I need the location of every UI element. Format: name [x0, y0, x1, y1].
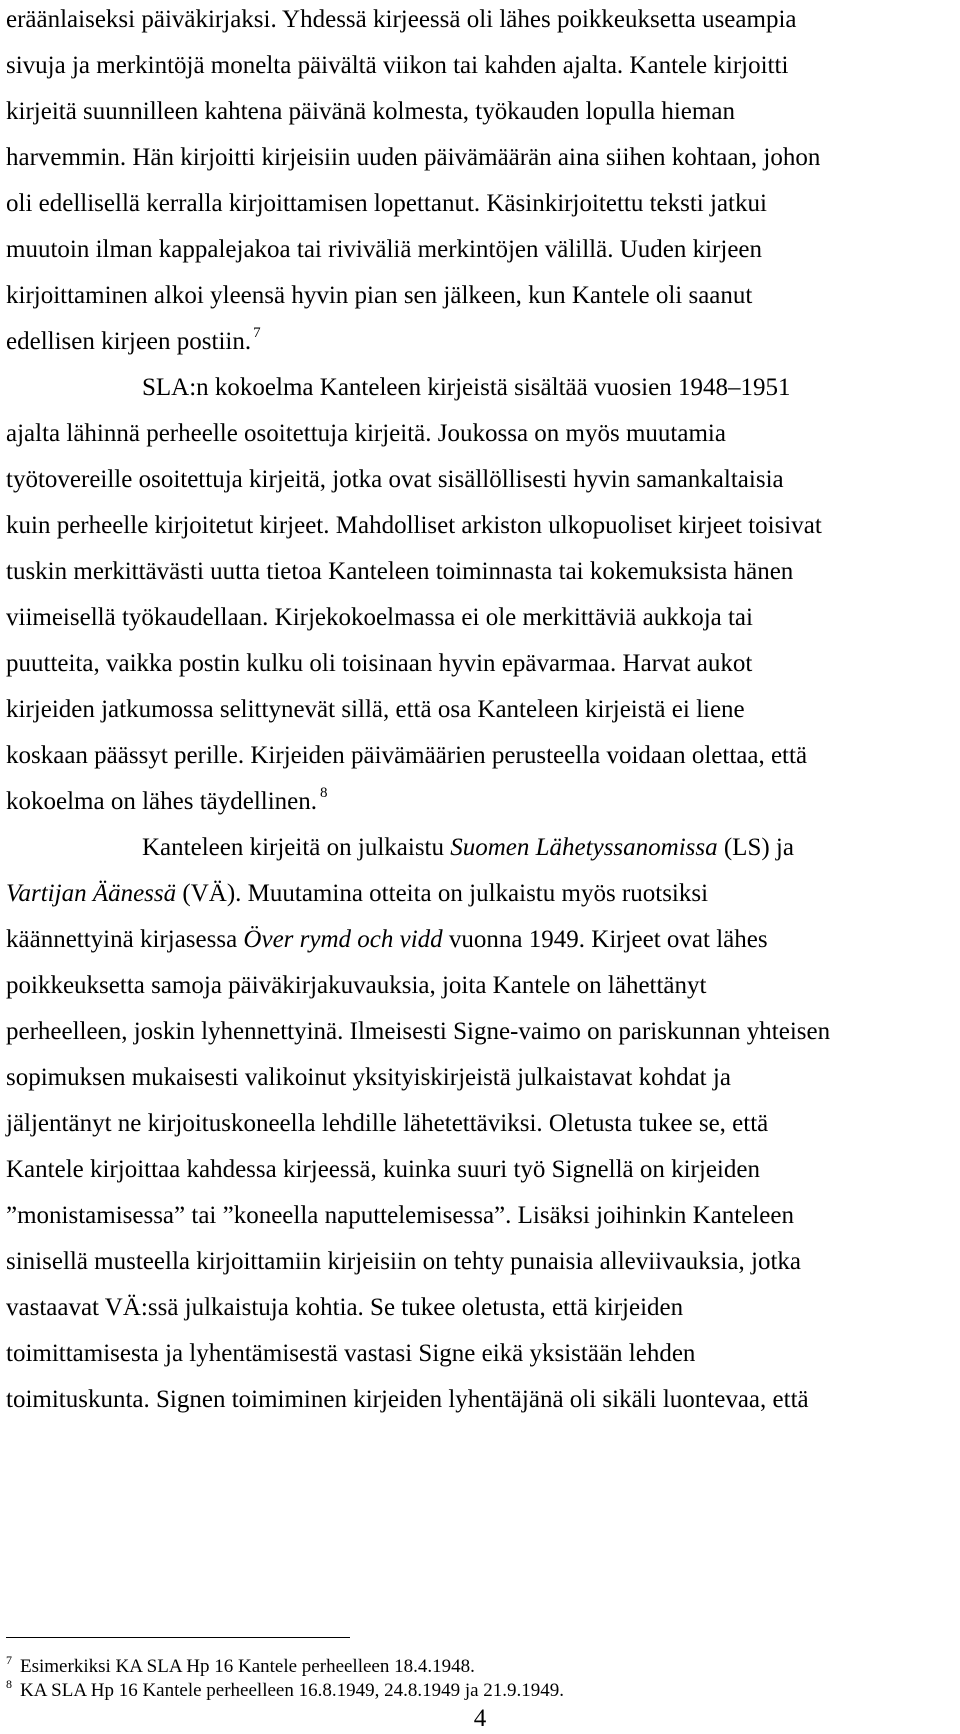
paragraph-first-line: SLA:n kokoelma Kanteleen kirjeistä sisältää vuosien 1948–1951: [142, 374, 791, 401]
footnote-number: 7: [6, 1653, 12, 1667]
body-line: koskaan päässyt perille. Kirjeiden päivämäärien perusteella voidaan olettaa, että: [6, 742, 808, 769]
page-number: 4: [473, 1705, 487, 1732]
body-line: [6, 327, 261, 360]
footnote-separator: [6, 1637, 350, 1638]
body-line: oli edellisellä kerralla kirjoittamisen lopettanut. Käsinkirjoitettu teksti jatkui: [6, 190, 767, 217]
footnote-number: 8: [6, 1677, 12, 1691]
body-line: muutoin ilman kappalejakoa tai riviväliä merkintöjen välillä. Uuden kirjeen: [6, 236, 763, 263]
body-line: eräänlaiseksi päiväkirjaksi. Yhdessä kirjeessä oli lähes poikkeuksetta useampia: [6, 6, 797, 33]
italic-title: Suomen Lähetyssanomissa: [450, 834, 718, 861]
body-line-text: Kanteleen kirjeitä on julkaistu: [142, 834, 451, 861]
body-line: toimittamisesta ja lyhentämisestä vastasi Signe eikä yksistään lehden: [6, 1340, 696, 1367]
footnote-7: [6, 1653, 475, 1679]
body-line: työtovereille osoitettuja kirjeitä, jotka ovat sisällöllisesti hyvin samankaltaisia: [6, 466, 784, 493]
body-line: puutteita, vaikka postin kulku oli toisinaan hyvin epävarmaa. Harvat aukot: [6, 650, 753, 677]
body-line: kirjeiden jatkumossa selittynevät sillä, että osa Kanteleen kirjeistä ei liene: [6, 696, 745, 723]
footnote-ref-8: 8: [320, 785, 328, 801]
italic-title: Över rymd och vidd: [243, 926, 443, 953]
body-line: [6, 879, 708, 909]
footnote-8: [6, 1677, 565, 1703]
body-line: sinisellä musteella kirjoittamiin kirjeisiin on tehty punaisia alleviivauksia, jotka: [6, 1248, 801, 1275]
body-line: [6, 925, 768, 955]
body-line: ”monistamisessa” tai ”koneella naputtelemisessa”. Lisäksi joihinkin Kanteleen: [6, 1202, 794, 1229]
footnote-text: KA SLA Hp 16 Kantele perheelleen 16.8.1949, 24.8.1949 ja 21.9.1949.: [20, 1680, 565, 1701]
body-line-text: (LS) ja: [717, 834, 794, 861]
body-line: [6, 787, 328, 820]
paragraph-first-line: [142, 833, 794, 863]
body-line: harvemmin. Hän kirjoitti kirjeisiin uuden päivämäärän aina siihen kohtaan, johon: [6, 144, 821, 171]
body-line: jäljentänyt ne kirjoituskoneella lehdille lähetettäviksi. Oletusta tukee se, että: [6, 1110, 769, 1137]
footnote-text: Esimerkiksi KA SLA Hp 16 Kantele perheelleen 18.4.1948.: [20, 1656, 475, 1677]
body-line: sivuja ja merkintöjä monelta päivältä viikon tai kahden ajalta. Kantele kirjoitti: [6, 52, 789, 79]
body-line: kuin perheelle kirjoitetut kirjeet. Mahdolliset arkiston ulkopuoliset kirjeet toisivat: [6, 512, 822, 539]
italic-title: Vartijan Äänessä: [6, 880, 177, 907]
body-line: kirjeitä suunnilleen kahtena päivänä kolmesta, työkauden lopulla hieman: [6, 98, 735, 125]
body-line-text: käännettyinä kirjasessa: [6, 926, 244, 953]
body-line: tuskin merkittävästi uutta tietoa Kanteleen toiminnasta tai kokemuksista hänen: [6, 558, 794, 585]
body-line: toimituskunta. Signen toimiminen kirjeiden lyhentäjänä oli sikäli luontevaa, että: [6, 1386, 809, 1413]
body-line: Kantele kirjoittaa kahdessa kirjeessä, kuinka suuri työ Signellä on kirjeiden: [6, 1156, 760, 1183]
body-line: perheelleen, joskin lyhennettyinä. Ilmeisesti Signe-vaimo on pariskunnan yhteisen: [6, 1018, 831, 1045]
body-line-text: kokoelma on lähes täydellinen.: [6, 788, 318, 815]
body-line-text: vuonna 1949. Kirjeet ovat lähes: [442, 926, 768, 953]
body-line: kirjoittaminen alkoi yleensä hyvin pian sen jälkeen, kun Kantele oli saanut: [6, 282, 753, 309]
body-line: viimeisellä työkaudellaan. Kirjekokoelmassa ei ole merkittäviä aukkoja tai: [6, 604, 753, 631]
body-line: sopimuksen mukaisesti valikoinut yksityiskirjeistä julkaistavat kohdat ja: [6, 1064, 731, 1091]
body-line: ajalta lähinnä perheelle osoitettuja kirjeitä. Joukossa on myös muutamia: [6, 420, 726, 447]
body-line-text: edellisen kirjeen postiin.: [6, 328, 252, 355]
body-line-text: (VÄ). Muutamina otteita on julkaistu myös ruotsiksi: [176, 880, 709, 907]
footnote-ref-7: 7: [253, 325, 261, 341]
body-line: poikkeuksetta samoja päiväkirjakuvauksia, joita Kantele on lähettänyt: [6, 972, 707, 999]
body-line: vastaavat VÄ:ssä julkaistuja kohtia. Se tukee oletusta, että kirjeiden: [6, 1294, 684, 1321]
